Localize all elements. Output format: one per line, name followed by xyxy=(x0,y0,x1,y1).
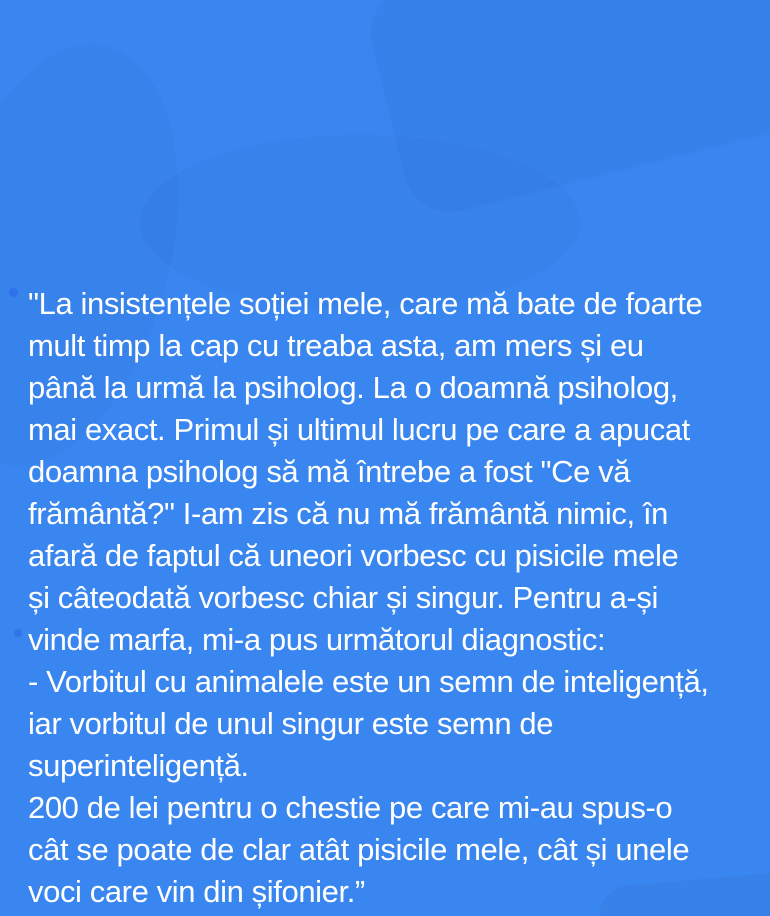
text-line: până la urmă la psiholog. La o doamnă psiholog, xyxy=(28,370,678,405)
text-line: mai exact. Primul și ultimul lucru pe care a apucat xyxy=(28,412,690,447)
background-watermark xyxy=(360,0,770,222)
post-text xyxy=(28,283,758,913)
text-line: "La insistențele soției mele, care mă bate de foarte xyxy=(28,286,703,321)
text-line: și câteodată vorbesc chiar și singur. Pentru a-și xyxy=(28,580,658,615)
text-line: doamna psiholog să mă întrebe a fost "Ce vă xyxy=(28,454,631,489)
text-line: frământă?" I-am zis că nu mă frământă nimic, în xyxy=(28,496,668,531)
text-line: vinde marfa, mi-a pus următorul diagnostic: xyxy=(28,622,606,657)
margin-dot-icon xyxy=(9,288,18,297)
text-line: cât se poate de clar atât pisicile mele, cât și unele xyxy=(28,832,690,867)
text-line: - Vorbitul cu animalele este un semn de inteligență, xyxy=(28,664,709,699)
text-line: voci care vin din șifonier.” xyxy=(28,874,365,909)
text-line: afară de faptul că uneori vorbesc cu pisicile mele xyxy=(28,538,679,573)
text-line: iar vorbitul de unul singur este semn de xyxy=(28,706,554,741)
text-line: 200 de lei pentru o chestie pe care mi-au spus-o xyxy=(28,790,673,825)
text-line: superinteligență. xyxy=(28,748,249,783)
margin-dot-icon xyxy=(14,629,22,637)
text-line: mult timp la cap cu treaba asta, am mers și eu xyxy=(28,328,644,363)
